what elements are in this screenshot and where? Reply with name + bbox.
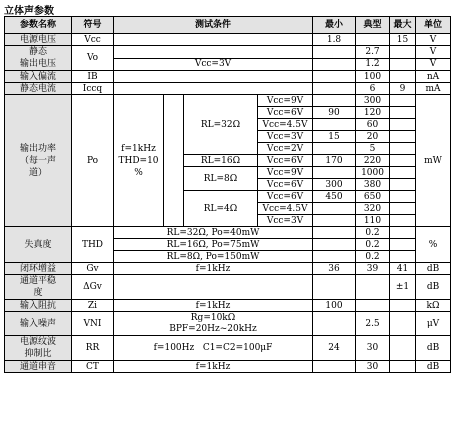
min-cell: 1.8 bbox=[313, 34, 356, 46]
min-cell bbox=[313, 167, 356, 179]
condition-cell: f=1kHz bbox=[114, 361, 313, 373]
param-symbol: Po bbox=[72, 95, 114, 227]
typ-cell: 100 bbox=[356, 71, 390, 83]
max-cell: 41 bbox=[390, 263, 416, 275]
gv-row bbox=[5, 263, 451, 275]
typ-cell: 30 bbox=[356, 336, 390, 361]
unit-cell: V bbox=[416, 34, 451, 46]
typ-cell: 0.2 bbox=[356, 239, 390, 251]
typ-cell: 1.2 bbox=[356, 58, 390, 71]
max-cell: 15 bbox=[390, 34, 416, 46]
typ-cell: 300 bbox=[356, 95, 390, 107]
vcc-row bbox=[5, 34, 451, 46]
condition-cell: RL=8Ω, Po=150mW bbox=[114, 251, 313, 263]
typ-cell: 6 bbox=[356, 83, 390, 95]
po-row bbox=[5, 95, 451, 107]
max-cell bbox=[390, 119, 416, 131]
load-condition: RL=8Ω bbox=[184, 167, 258, 191]
vcc-condition: Vcc=6V bbox=[258, 107, 313, 119]
max-cell: 9 bbox=[390, 83, 416, 95]
vo-row bbox=[5, 46, 451, 59]
section-title: 立体声参数 bbox=[4, 6, 54, 17]
typ-cell: 320 bbox=[356, 203, 390, 215]
min-cell: 300 bbox=[313, 179, 356, 191]
condition-cell: Rg=10kΩ BPF=20Hz~20kHz bbox=[114, 312, 313, 336]
vcc-condition: Vcc=6V bbox=[258, 155, 313, 167]
condition-cell: RL=16Ω, Po=75mW bbox=[114, 239, 313, 251]
min-cell: 15 bbox=[313, 131, 356, 143]
condition-cell bbox=[114, 83, 313, 95]
vni-row bbox=[5, 312, 451, 336]
min-cell bbox=[313, 203, 356, 215]
min-cell: 24 bbox=[313, 336, 356, 361]
vcc-condition: Vcc=3V bbox=[258, 131, 313, 143]
param-name: 失真度 bbox=[5, 227, 72, 263]
max-cell: ±1 bbox=[390, 275, 416, 300]
param-symbol: VNI bbox=[72, 312, 114, 336]
header-unit: 单位 bbox=[416, 17, 451, 34]
vcc-condition: Vcc=4.5V bbox=[258, 119, 313, 131]
typ-cell: 20 bbox=[356, 131, 390, 143]
condition-cell: RL=32Ω, Po=40mW bbox=[114, 227, 313, 239]
param-name: 静态 输出电压 bbox=[5, 46, 72, 71]
max-cell bbox=[390, 251, 416, 263]
max-cell bbox=[390, 107, 416, 119]
unit-cell: mA bbox=[416, 83, 451, 95]
unit-cell: V bbox=[416, 58, 451, 71]
typ-cell: 2.7 bbox=[356, 46, 390, 59]
condition-cell: f=1kHz bbox=[114, 300, 313, 312]
param-name: 闭环增益 bbox=[5, 263, 72, 275]
max-cell bbox=[390, 203, 416, 215]
load-condition: RL=32Ω bbox=[184, 95, 258, 155]
min-cell: 90 bbox=[313, 107, 356, 119]
load-condition: RL=4Ω bbox=[184, 191, 258, 227]
param-symbol: Iccq bbox=[72, 83, 114, 95]
param-symbol: Vcc bbox=[72, 34, 114, 46]
typ-cell: 380 bbox=[356, 179, 390, 191]
header-param: 参数名称 bbox=[5, 17, 72, 34]
typ-cell: 220 bbox=[356, 155, 390, 167]
condition-cell bbox=[114, 71, 313, 83]
condition-cell bbox=[114, 46, 313, 59]
param-name: 输入噪声 bbox=[5, 312, 72, 336]
min-cell bbox=[313, 239, 356, 251]
max-cell bbox=[390, 191, 416, 203]
typ-cell: 30 bbox=[356, 361, 390, 373]
unit-cell: dB bbox=[416, 361, 451, 373]
param-symbol: RR bbox=[72, 336, 114, 361]
typ-cell: 1000 bbox=[356, 167, 390, 179]
min-cell bbox=[313, 275, 356, 300]
max-cell bbox=[390, 143, 416, 155]
max-cell bbox=[390, 46, 416, 59]
min-cell: 450 bbox=[313, 191, 356, 203]
max-cell bbox=[390, 179, 416, 191]
param-symbol: Gv bbox=[72, 263, 114, 275]
min-cell: 36 bbox=[313, 263, 356, 275]
unit-cell: μV bbox=[416, 312, 451, 336]
unit-cell: V bbox=[416, 46, 451, 59]
unit-cell: nA bbox=[416, 71, 451, 83]
param-name: 输入阻抗 bbox=[5, 300, 72, 312]
param-symbol: CT bbox=[72, 361, 114, 373]
typ-cell: 0.2 bbox=[356, 251, 390, 263]
min-cell bbox=[313, 58, 356, 71]
ib-row bbox=[5, 71, 451, 83]
spacer-cell bbox=[164, 95, 184, 227]
typ-cell bbox=[356, 34, 390, 46]
min-cell bbox=[313, 46, 356, 59]
header-condition: 测试条件 bbox=[114, 17, 313, 34]
header-symbol: 符号 bbox=[72, 17, 114, 34]
param-symbol: THD bbox=[72, 227, 114, 263]
ct-row bbox=[5, 361, 451, 373]
condition-cell: Vcc=3V bbox=[114, 58, 313, 71]
param-symbol: IB bbox=[72, 71, 114, 83]
min-cell bbox=[313, 95, 356, 107]
typ-cell: 650 bbox=[356, 191, 390, 203]
vcc-condition: Vcc=3V bbox=[258, 215, 313, 227]
param-symbol: Zi bbox=[72, 300, 114, 312]
min-cell bbox=[313, 251, 356, 263]
param-name: 输出功率 （每一声 道） bbox=[5, 95, 72, 227]
zi-row bbox=[5, 300, 451, 312]
min-cell: 100 bbox=[313, 300, 356, 312]
min-cell bbox=[313, 71, 356, 83]
min-cell bbox=[313, 227, 356, 239]
typ-cell: 110 bbox=[356, 215, 390, 227]
vcc-condition: Vcc=2V bbox=[258, 143, 313, 155]
unit-cell: dB bbox=[416, 275, 451, 300]
unit-cell: dB bbox=[416, 336, 451, 361]
param-name: 通道平稳 度 bbox=[5, 275, 72, 300]
vcc-condition: Vcc=6V bbox=[258, 179, 313, 191]
header-typ: 典型 bbox=[356, 17, 390, 34]
header-min: 最小 bbox=[313, 17, 356, 34]
unit-cell: mW bbox=[416, 95, 451, 227]
typ-cell: 60 bbox=[356, 119, 390, 131]
min-cell: 170 bbox=[313, 155, 356, 167]
stereo-parameters-table bbox=[4, 16, 451, 373]
max-cell bbox=[390, 312, 416, 336]
max-cell bbox=[390, 95, 416, 107]
min-cell bbox=[313, 143, 356, 155]
min-cell bbox=[313, 83, 356, 95]
condition-cell: f=100Hz C1=C2=100μF bbox=[114, 336, 313, 361]
max-cell bbox=[390, 336, 416, 361]
max-cell bbox=[390, 300, 416, 312]
max-cell bbox=[390, 239, 416, 251]
unit-cell: % bbox=[416, 227, 451, 263]
max-cell bbox=[390, 227, 416, 239]
min-cell bbox=[313, 312, 356, 336]
min-cell bbox=[313, 361, 356, 373]
typ-cell bbox=[356, 300, 390, 312]
param-symbol: ΔGv bbox=[72, 275, 114, 300]
max-cell bbox=[390, 58, 416, 71]
typ-cell bbox=[356, 275, 390, 300]
max-cell bbox=[390, 215, 416, 227]
unit-cell: dB bbox=[416, 263, 451, 275]
min-cell bbox=[313, 119, 356, 131]
condition-cell bbox=[114, 34, 313, 46]
typ-cell: 0.2 bbox=[356, 227, 390, 239]
unit-cell: kΩ bbox=[416, 300, 451, 312]
vcc-condition: Vcc=4.5V bbox=[258, 203, 313, 215]
param-name: 输入偏流 bbox=[5, 71, 72, 83]
vcc-condition: Vcc=9V bbox=[258, 167, 313, 179]
max-cell bbox=[390, 167, 416, 179]
param-symbol: Vo bbox=[72, 46, 114, 71]
thd-row bbox=[5, 227, 451, 239]
min-cell bbox=[313, 215, 356, 227]
param-name: 通道串音 bbox=[5, 361, 72, 373]
vcc-condition: Vcc=6V bbox=[258, 191, 313, 203]
param-name: 电源电压 bbox=[5, 34, 72, 46]
param-name: 静态电流 bbox=[5, 83, 72, 95]
load-condition: RL=16Ω bbox=[184, 155, 258, 167]
max-cell bbox=[390, 71, 416, 83]
typ-cell: 120 bbox=[356, 107, 390, 119]
param-name: 电源纹波 抑制比 bbox=[5, 336, 72, 361]
typ-cell: 2.5 bbox=[356, 312, 390, 336]
max-cell bbox=[390, 361, 416, 373]
header-row bbox=[5, 17, 451, 34]
typ-cell: 5 bbox=[356, 143, 390, 155]
max-cell bbox=[390, 131, 416, 143]
rr-row bbox=[5, 336, 451, 361]
condition-cell: f=1kHz bbox=[114, 263, 313, 275]
frequency-condition: f=1kHz THD=10 % bbox=[114, 95, 164, 227]
header-max: 最大 bbox=[390, 17, 416, 34]
iccq-row bbox=[5, 83, 451, 95]
dgv-row bbox=[5, 275, 451, 300]
vcc-condition: Vcc=9V bbox=[258, 95, 313, 107]
max-cell bbox=[390, 155, 416, 167]
typ-cell: 39 bbox=[356, 263, 390, 275]
condition-cell bbox=[114, 275, 313, 300]
